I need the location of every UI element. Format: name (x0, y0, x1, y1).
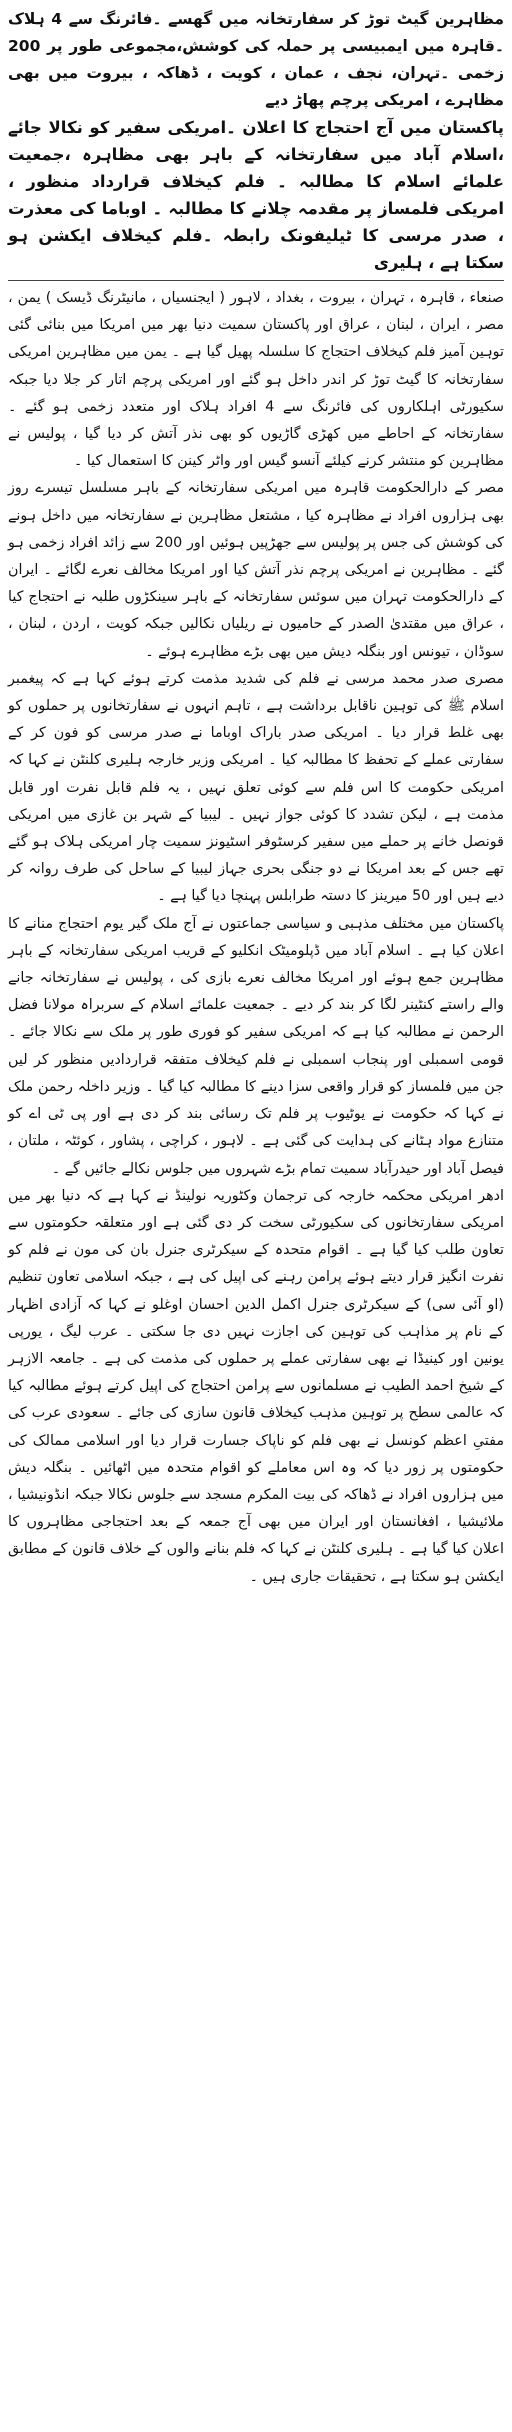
article-paragraph-1: صنعاء ، قاہرہ ، تہران ، بیروت ، بغداد ، لاہور ( ایجنسیاں ، مانیٹرنگ ڈیسک ) یمن ، مصر ، ایران ، لبنان ، عراق اور پاکستان سمیت دنیا بھر میں امریکا میں بنائی گئی توہین آمیز فلم کیخلاف احتجاج کا سلسلہ پھیل گیا ہے ۔ یمن میں مظاہرین امریکی سفارتخانہ کا گیٹ توڑ کر اندر داخل ہو گئے اور امریکی پرچم اتار کر جلا دیا جبکہ سکیورٹی اہلکاروں کی فائرنگ سے 4 افراد ہلاک اور متعدد زخمی ہو گئے ۔ سفارتخانہ کے احاطے میں کھڑی گاڑیوں کو بھی نذر آتش کر دیا گیا ، پولیس نے مظاہرین کو منتشر کرنے کیلئے آنسو گیس اور واٹر کینن کا استعمال کیا ۔ (8, 290, 504, 470)
headline-block (8, 6, 504, 281)
article-paragraph-5: ادھر امریکی محکمہ خارجہ کی ترجمان وکٹوریہ نولینڈ نے کہا ہے کہ دنیا بھر میں امریکی سفارتخانوں کی سکیورٹی سخت کر دی گئی ہے اور متعلقہ حکومتوں سے تعاون طلب کیا گیا ہے ۔ اقوام متحدہ کے سیکرٹری جنرل بان کی مون نے فلم کو نفرت انگیز قرار دیتے ہوئے پرامن رہنے کی اپیل کی ہے ، جبکہ اسلامی تعاون تنظیم (او آئی سی) کے سیکرٹری جنرل اکمل الدین احسان اوغلو نے کہا کہ آزادی اظہار کے نام پر مذاہب کی توہین کی اجازت نہیں دی جا سکتی ۔ عرب لیگ ، یورپی یونین اور کینیڈا نے بھی سفارتی عملے پر حملوں کی مذمت کی ہے ۔ جامعہ الازہر کے شیخ احمد الطیب نے مسلمانوں سے پرامن احتجاج کی اپیل کرتے ہوئے مطالبہ کیا کہ عالمی سطح پر توہین مذہب کیخلاف قانون سازی کی جائے ۔ سعودی عرب کی مفتیِ اعظم کونسل نے بھی فلم کو ناپاک جسارت قرار دیا اور اسلامی ممالک کی حکومتوں پر زور دیا کہ وہ اس معاملے کو اقوام متحدہ میں اٹھائیں ۔ بنگلہ دیش میں ہزاروں افراد نے ڈھاکہ کی بیت المکرم مسجد سے جلوس نکالا جبکہ انڈونیشیا ، ملائیشیا ، افغانستان اور ایران میں بھی آج جمعہ کے بعد احتجاجی مظاہروں کا اعلان کیا گیا ہے ۔ ہلیری کلنٹن نے کہا کہ فلم بنانے والوں کے خلاف قانون کے مطابق ایکشن ہو سکتا ہے ، تحقیقات جاری ہیں ۔ (8, 1187, 504, 1585)
headline-line-2: پاکستان میں آج احتجاج کا اعلان ۔امریکی سفیر کو نکالا جائے ،اسلام آباد میں سفارتخانہ کے باہر بھی مظاہرہ ،جمعیت علمائے اسلام کا مطالبہ ۔ فلم کیخلاف قرارداد منظور ، امریکی فلمساز پر مقدمہ چلانے کا مطالبہ ۔ اوباما کی معذرت ، صدر مرسی کا ٹیلیفونک رابطہ ۔فلم کیخلاف ایکشن ہو سکتا ہے ، ہلیری (8, 118, 504, 272)
article-paragraph-2: مصر کے دارالحکومت قاہرہ میں امریکی سفارتخانہ کے باہر مسلسل تیسرے روز بھی ہزاروں افراد نے مظاہرہ کیا ، مشتعل مظاہرین نے سفارتخانہ میں داخل ہونے کی کوشش کی جس پر پولیس سے جھڑپیں ہوئیں اور 200 سے زائد افراد زخمی ہو گئے ۔ مظاہرین نے امریکی پرچم نذر آتش کیا اور امریکا مخالف نعرے لگائے ۔ ایران کے دارالحکومت تہران میں سوئس سفارتخانہ کے باہر سینکڑوں طلبہ نے احتجاج کیا ، عراق میں مقتدیٰ الصدر کے حامیوں نے ریلیاں نکالیں جبکہ کویت ، اردن ، لبنان ، سوڈان ، تیونس اور بنگلہ دیش میں بھی بڑے مظاہرے ہوئے ۔ (8, 480, 504, 660)
article-body (8, 285, 504, 1591)
article-paragraph-3: مصری صدر محمد مرسی نے فلم کی شدید مذمت کرتے ہوئے کہا ہے کہ پیغمبر اسلام ﷺ کی توہین ناقابل برداشت ہے ، تاہم انہوں نے سفارتخانوں پر حملوں کو بھی غلط قرار دیا ۔ امریکی صدر باراک اوباما نے صدر مرسی کو فون کر کے سفارتی عملے کے تحفظ کا مطالبہ کیا ۔ امریکی وزیر خارجہ ہلیری کلنٹن نے کہا کہ امریکی حکومت کا اس فلم سے کوئی تعلق نہیں ، یہ فلم قابل نفرت اور قابل مذمت ہے ، لیکن تشدد کا کوئی جواز نہیں ۔ لیبیا کے شہر بن غازی میں امریکی قونصل خانے پر حملے میں سفیر کرسٹوفر اسٹیونز سمیت چار امریکی ہلاک ہو گئے تھے جس کے بعد امریکا نے دو جنگی بحری جہاز لیبیا کے ساحل کی طرف روانہ کر دیے ہیں اور 50 میرینز کا دستہ طرابلس پہنچا دیا گیا ہے ۔ (8, 670, 504, 905)
article-paragraph-4: پاکستان میں مختلف مذہبی و سیاسی جماعتوں نے آج ملک گیر یوم احتجاج منانے کا اعلان کیا ہے ۔ اسلام آباد میں ڈپلومیٹک انکلیو کے قریب امریکی سفارتخانہ کے باہر مظاہرین جمع ہوئے اور امریکا مخالف نعرے بازی کی ، پولیس نے سفارتخانہ جانے والے راستے کنٹینر لگا کر بند کر دیے ۔ جمعیت علمائے اسلام کے سربراہ مولانا فضل الرحمن نے مطالبہ کیا ہے کہ امریکی سفیر کو فوری طور پر ملک سے نکالا جائے ۔ قومی اسمبلی اور پنجاب اسمبلی نے فلم کیخلاف متفقہ قراردادیں منظور کر لیں جن میں فلمساز کو قرار واقعی سزا دینے کا مطالبہ کیا گیا ۔ وزیر داخلہ رحمن ملک نے کہا کہ حکومت نے یوٹیوب پر فلم تک رسائی بند کر دی ہے اور پی ٹی اے کو متنازع مواد ہٹانے کی ہدایت کی گئی ہے ۔ لاہور ، کراچی ، پشاور ، کوئٹہ ، ملتان ، فیصل آباد اور حیدرآباد سمیت تمام بڑے شہروں میں جلوس نکالے جائیں گے ۔ (8, 915, 504, 1177)
headline-line-1: مظاہرین گیٹ توڑ کر سفارتخانہ میں گھسے ۔فائرنگ سے 4 ہلاک ۔قاہرہ میں ایمبیسی پر حملہ کی کوشش،مجموعی طور پر 200 زخمی ۔تہران، نجف ، عمان ، کویت ، ڈھاکہ ، بیروت میں بھی مظاہرے ، امریکی پرچم پھاڑ دیے (8, 10, 504, 109)
